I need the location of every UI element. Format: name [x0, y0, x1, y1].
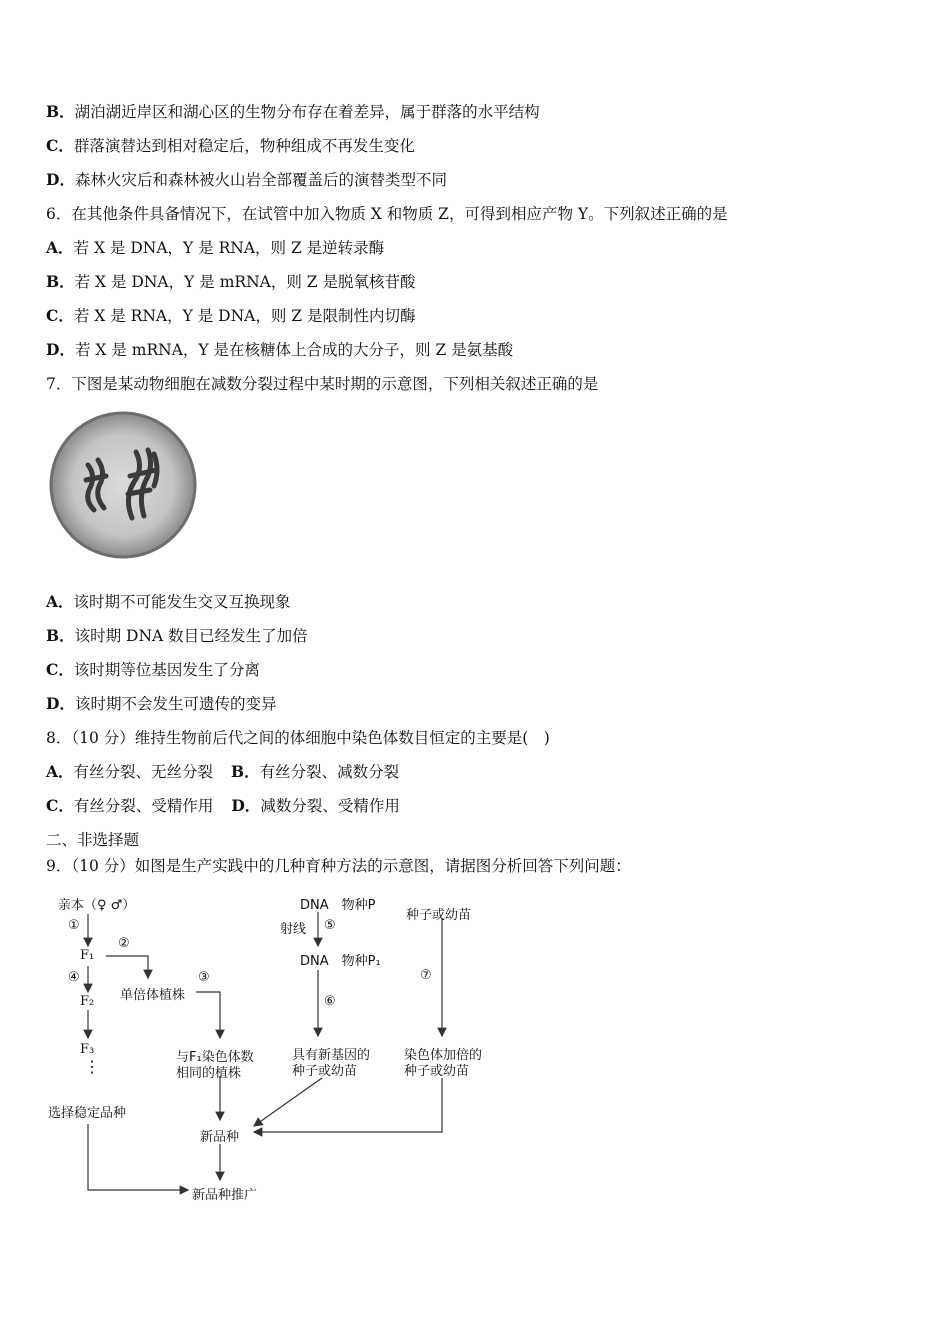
q8-options-row1 [46, 762, 399, 782]
option-label: C． [46, 660, 74, 679]
option-text: 群落演替达到相对稳定后，物种组成不再发生变化 [73, 137, 415, 155]
arrow-newgene-to-new [254, 1078, 322, 1126]
step-6-label: ⑥ [324, 994, 336, 1009]
same-chrom-label-1: 与F₁染色体数 [176, 1050, 254, 1065]
newgene-label-1: 具有新基因的 [292, 1048, 371, 1063]
step-3-label: ③ [198, 970, 210, 985]
q7-option-b [46, 626, 308, 646]
option-text: 若 X 是 DNA，Y 是 RNA，则 Z 是逆转录酶 [73, 239, 385, 257]
step-7-label: ⑦ [420, 968, 432, 983]
newgene-label-2: 种子或幼苗 [292, 1064, 358, 1079]
arrow-doubled-seed-to-new [254, 1078, 442, 1132]
option-text: 湖泊湖近岸区和湖心区的生物分布存在着差异，属于群落的水平结构 [74, 103, 540, 121]
arrow-select-to-promote [88, 1124, 188, 1190]
parent-label: 亲本（♀ ♂） [58, 898, 136, 913]
option-text: 该时期 DNA 数目已经发生了加倍 [74, 627, 308, 645]
option-text: 该时期不可能发生交叉互换现象 [73, 593, 291, 611]
q5-option-b [46, 102, 540, 122]
option-label: D． [46, 170, 75, 189]
q6-option-b [46, 272, 415, 292]
option-label: D． [46, 694, 75, 713]
dna-species-p-label: DNA 物种P [300, 898, 376, 913]
meiosis-cell-image [48, 410, 198, 560]
ellipsis-dots: ⋮ [84, 1057, 100, 1076]
option-label: A． [46, 762, 74, 781]
arrow-haploid-to-doubled [196, 992, 220, 1038]
option-text: 若 X 是 RNA，Y 是 DNA，则 Z 是限制性内切酶 [73, 307, 416, 325]
q7-option-a [46, 592, 291, 612]
option-text: 若 X 是 DNA，Y 是 mRNA，则 Z 是脱氧核苷酸 [74, 273, 416, 291]
promote-label: 新品种推广 [192, 1188, 258, 1203]
select-stable-label: 选择稳定品种 [48, 1106, 127, 1121]
option-label: C． [46, 796, 74, 815]
step-4-label: ④ [68, 970, 80, 985]
option-label: D． [46, 340, 75, 359]
option-label: C． [46, 136, 74, 155]
f1-label: F₁ [80, 948, 95, 963]
option-label: B． [46, 272, 75, 291]
q6-option-d [46, 340, 513, 360]
q6-option-a [46, 238, 384, 258]
radiation-label: 射线 [280, 922, 307, 937]
new-variety-label: 新品种 [200, 1130, 240, 1145]
seed-label: 种子或幼苗 [406, 908, 472, 923]
q8-options-row2 [46, 796, 400, 816]
option-text: 若 X 是 mRNA，Y 是在核糖体上合成的大分子，则 Z 是氨基酸 [74, 341, 514, 359]
f2-label: F₂ [80, 994, 95, 1009]
step-5-label: ⑤ [324, 918, 336, 933]
haploid-label: 单倍体植株 [120, 988, 186, 1003]
option-label: B． [231, 762, 260, 781]
option-label: B． [46, 102, 75, 121]
q8-stem: 8．（10 分）维持生物前后代之间的体细胞中染色体数目恒定的主要是( ) [46, 729, 550, 747]
option-label: D． [231, 796, 261, 815]
cell-membrane [51, 413, 195, 557]
option-text: 有丝分裂、减数分裂 [259, 763, 400, 781]
q7-option-c [46, 660, 260, 680]
option-text: 森林火灾后和森林被火山岩全部覆盖后的演替类型不同 [74, 171, 447, 189]
option-text: 该时期等位基因发生了分离 [73, 661, 260, 679]
option-label: C． [46, 306, 74, 325]
q5-option-d [46, 170, 447, 190]
arrow-f1-to-haploid [106, 956, 148, 978]
section-heading: 二、非选择题 [46, 831, 140, 849]
step-1-label: ① [68, 918, 80, 933]
option-label: B． [46, 626, 75, 645]
option-label: A． [46, 238, 74, 257]
f3-label: F₃ [80, 1042, 95, 1057]
q6-option-c [46, 306, 415, 326]
same-chrom-label-2: 相同的植株 [176, 1066, 242, 1081]
option-text: 有丝分裂、受精作用 [73, 797, 214, 815]
q6-stem: 6．在其他条件具备情况下，在试管中加入物质 X 和物质 Z，可得到相应产物 Y。下列叙述正确的是 [46, 205, 728, 223]
option-label: A． [46, 592, 74, 611]
option-text: 该时期不会发生可遗传的变异 [74, 695, 277, 713]
doubled-label-1: 染色体加倍的 [404, 1048, 483, 1063]
option-text: 减数分裂、受精作用 [260, 797, 400, 815]
doubled-label-2: 种子或幼苗 [404, 1064, 470, 1079]
q7-option-d [46, 694, 276, 714]
breeding-diagram [40, 888, 560, 1208]
q9-stem: 9．（10 分）如图是生产实践中的几种育种方法的示意图，请据图分析回答下列问题： [46, 857, 631, 875]
q5-option-c [46, 136, 415, 156]
dna-species-p1-label: DNA 物种P₁ [300, 954, 381, 969]
option-text: 有丝分裂、无丝分裂 [73, 763, 214, 781]
step-2-label: ② [118, 936, 130, 951]
q7-stem: 7．下图是某动物细胞在减数分裂过程中某时期的示意图，下列相关叙述正确的是 [46, 375, 599, 393]
